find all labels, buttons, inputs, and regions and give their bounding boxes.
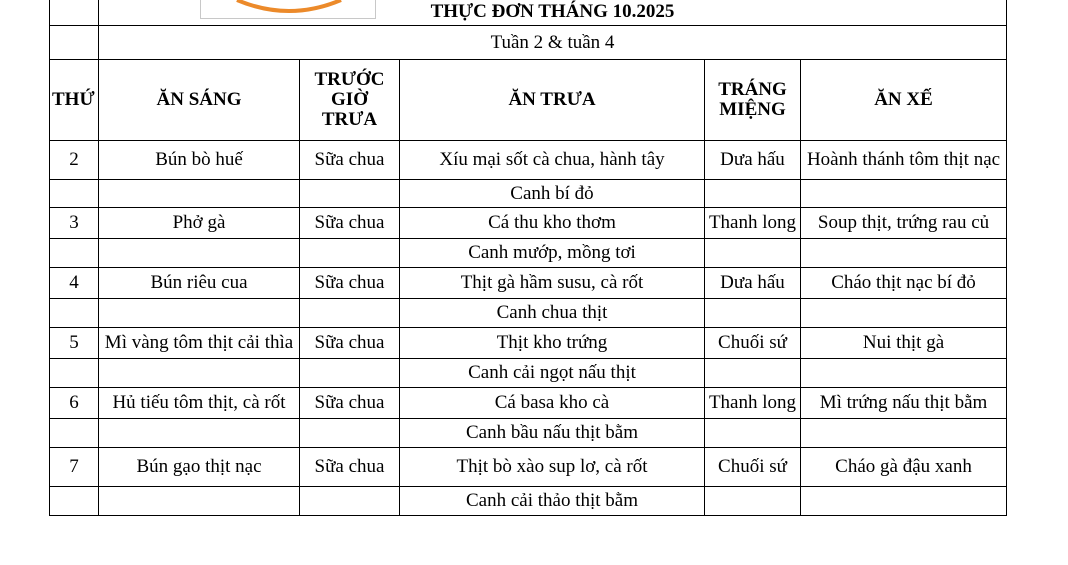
empty-cell [300, 359, 400, 388]
soup-row [50, 299, 1007, 328]
soup-cell: Canh bầu nấu thịt bằm [400, 419, 705, 448]
empty-cell [801, 299, 1007, 328]
soup-row [50, 487, 1007, 516]
empty-cell [705, 180, 801, 208]
empty-cell [50, 180, 99, 208]
header-before-lunch-line2: GIỜ [331, 89, 368, 111]
day-cell: 3 [50, 208, 99, 239]
empty-cell [705, 299, 801, 328]
lunch-main-cell: Thịt kho trứng [400, 328, 705, 359]
snack-cell: Cháo thịt nạc bí đỏ [801, 268, 1007, 299]
day-cell: 6 [50, 388, 99, 419]
lunch-main-cell: Cá thu kho thơm [400, 208, 705, 239]
snack-cell: Cháo gà đậu xanh [801, 448, 1007, 487]
soup-row [50, 239, 1007, 268]
empty-cell [99, 299, 300, 328]
header-row [50, 60, 1007, 141]
table-row [50, 141, 1007, 180]
snack-cell: Mì trứng nấu thịt bằm [801, 388, 1007, 419]
header-before-lunch-line3: TRƯA [321, 108, 378, 130]
before-lunch-cell: Sữa chua [300, 448, 400, 487]
empty-cell [99, 180, 300, 208]
breakfast-cell: Bún riêu cua [99, 268, 300, 299]
snack-cell: Soup thịt, trứng rau củ [801, 208, 1007, 239]
menu-table [49, 0, 1007, 516]
table-row [50, 208, 1007, 239]
header-before-lunch-line1: TRƯỚC [314, 69, 385, 91]
empty-cell [801, 487, 1007, 516]
empty-cell [50, 419, 99, 448]
empty-cell [300, 487, 400, 516]
table-row [50, 268, 1007, 299]
snack-cell: Hoành thánh tôm thịt nạc [801, 141, 1007, 180]
soup-row [50, 359, 1007, 388]
empty-cell [300, 299, 400, 328]
day-cell: 4 [50, 268, 99, 299]
empty-cell [50, 359, 99, 388]
dessert-cell: Thanh long [705, 388, 801, 419]
empty-cell [300, 180, 400, 208]
empty-cell [99, 419, 300, 448]
header-dessert [705, 60, 801, 141]
empty-cell [99, 487, 300, 516]
empty-cell [801, 239, 1007, 268]
header-breakfast: ĂN SÁNG [99, 60, 300, 141]
breakfast-cell: Bún bò huế [99, 141, 300, 180]
subtitle-row [50, 26, 1007, 60]
day-cell: 7 [50, 448, 99, 487]
dessert-cell: Chuối sứ [705, 448, 801, 487]
empty-cell [705, 359, 801, 388]
soup-cell: Canh cải thảo thịt bằm [400, 487, 705, 516]
before-lunch-cell: Sữa chua [300, 268, 400, 299]
dessert-cell: Thanh long [705, 208, 801, 239]
day-cell: 5 [50, 328, 99, 359]
page-title: THỰC ĐƠN THÁNG 10.2025 [99, 0, 1007, 26]
breakfast-cell: Hủ tiếu tôm thịt, cà rốt [99, 388, 300, 419]
empty-cell [705, 419, 801, 448]
lunch-main-cell: Thịt bò xào sup lơ, cà rốt [400, 448, 705, 487]
empty-cell [801, 180, 1007, 208]
header-before-lunch [300, 60, 400, 141]
soup-cell: Canh chua thịt [400, 299, 705, 328]
table-row [50, 448, 1007, 487]
empty-cell [801, 359, 1007, 388]
snack-cell: Nui thịt gà [801, 328, 1007, 359]
before-lunch-cell: Sữa chua [300, 328, 400, 359]
empty-cell [50, 487, 99, 516]
empty-cell [705, 487, 801, 516]
dessert-cell: Dưa hấu [705, 268, 801, 299]
empty-cell [50, 239, 99, 268]
before-lunch-cell: Sữa chua [300, 208, 400, 239]
lunch-main-cell: Xíu mại sốt cà chua, hành tây [400, 141, 705, 180]
breakfast-cell: Phở gà [99, 208, 300, 239]
header-snack: ĂN XẾ [801, 60, 1007, 141]
dessert-cell: Chuối sứ [705, 328, 801, 359]
empty-cell [300, 419, 400, 448]
header-day: THỨ [50, 60, 99, 141]
breakfast-cell: Bún gạo thịt nạc [99, 448, 300, 487]
empty-cell [705, 239, 801, 268]
page-subtitle: Tuần 2 & tuần 4 [99, 26, 1007, 60]
title-spacer [50, 0, 99, 26]
empty-cell [50, 299, 99, 328]
empty-cell [99, 239, 300, 268]
before-lunch-cell: Sữa chua [300, 141, 400, 180]
soup-cell: Canh bí đỏ [400, 180, 705, 208]
soup-row [50, 419, 1007, 448]
soup-cell: Canh cải ngọt nấu thịt [400, 359, 705, 388]
soup-row [50, 180, 1007, 208]
header-dessert-line1: TRÁNG [718, 79, 787, 101]
empty-cell [99, 359, 300, 388]
lunch-main-cell: Cá basa kho cà [400, 388, 705, 419]
header-dessert-line2: MIỆNG [719, 99, 786, 120]
breakfast-cell: Mì vàng tôm thịt cải thìa [99, 328, 300, 359]
soup-cell: Canh mướp, mồng tơi [400, 239, 705, 268]
dessert-cell: Dưa hấu [705, 141, 801, 180]
subtitle-spacer [50, 26, 99, 60]
header-lunch: ĂN TRƯA [400, 60, 705, 141]
lunch-main-cell: Thịt gà hầm susu, cà rốt [400, 268, 705, 299]
day-cell: 2 [50, 141, 99, 180]
before-lunch-cell: Sữa chua [300, 388, 400, 419]
table-row [50, 328, 1007, 359]
empty-cell [300, 239, 400, 268]
table-row [50, 388, 1007, 419]
empty-cell [801, 419, 1007, 448]
title-row [50, 0, 1007, 26]
